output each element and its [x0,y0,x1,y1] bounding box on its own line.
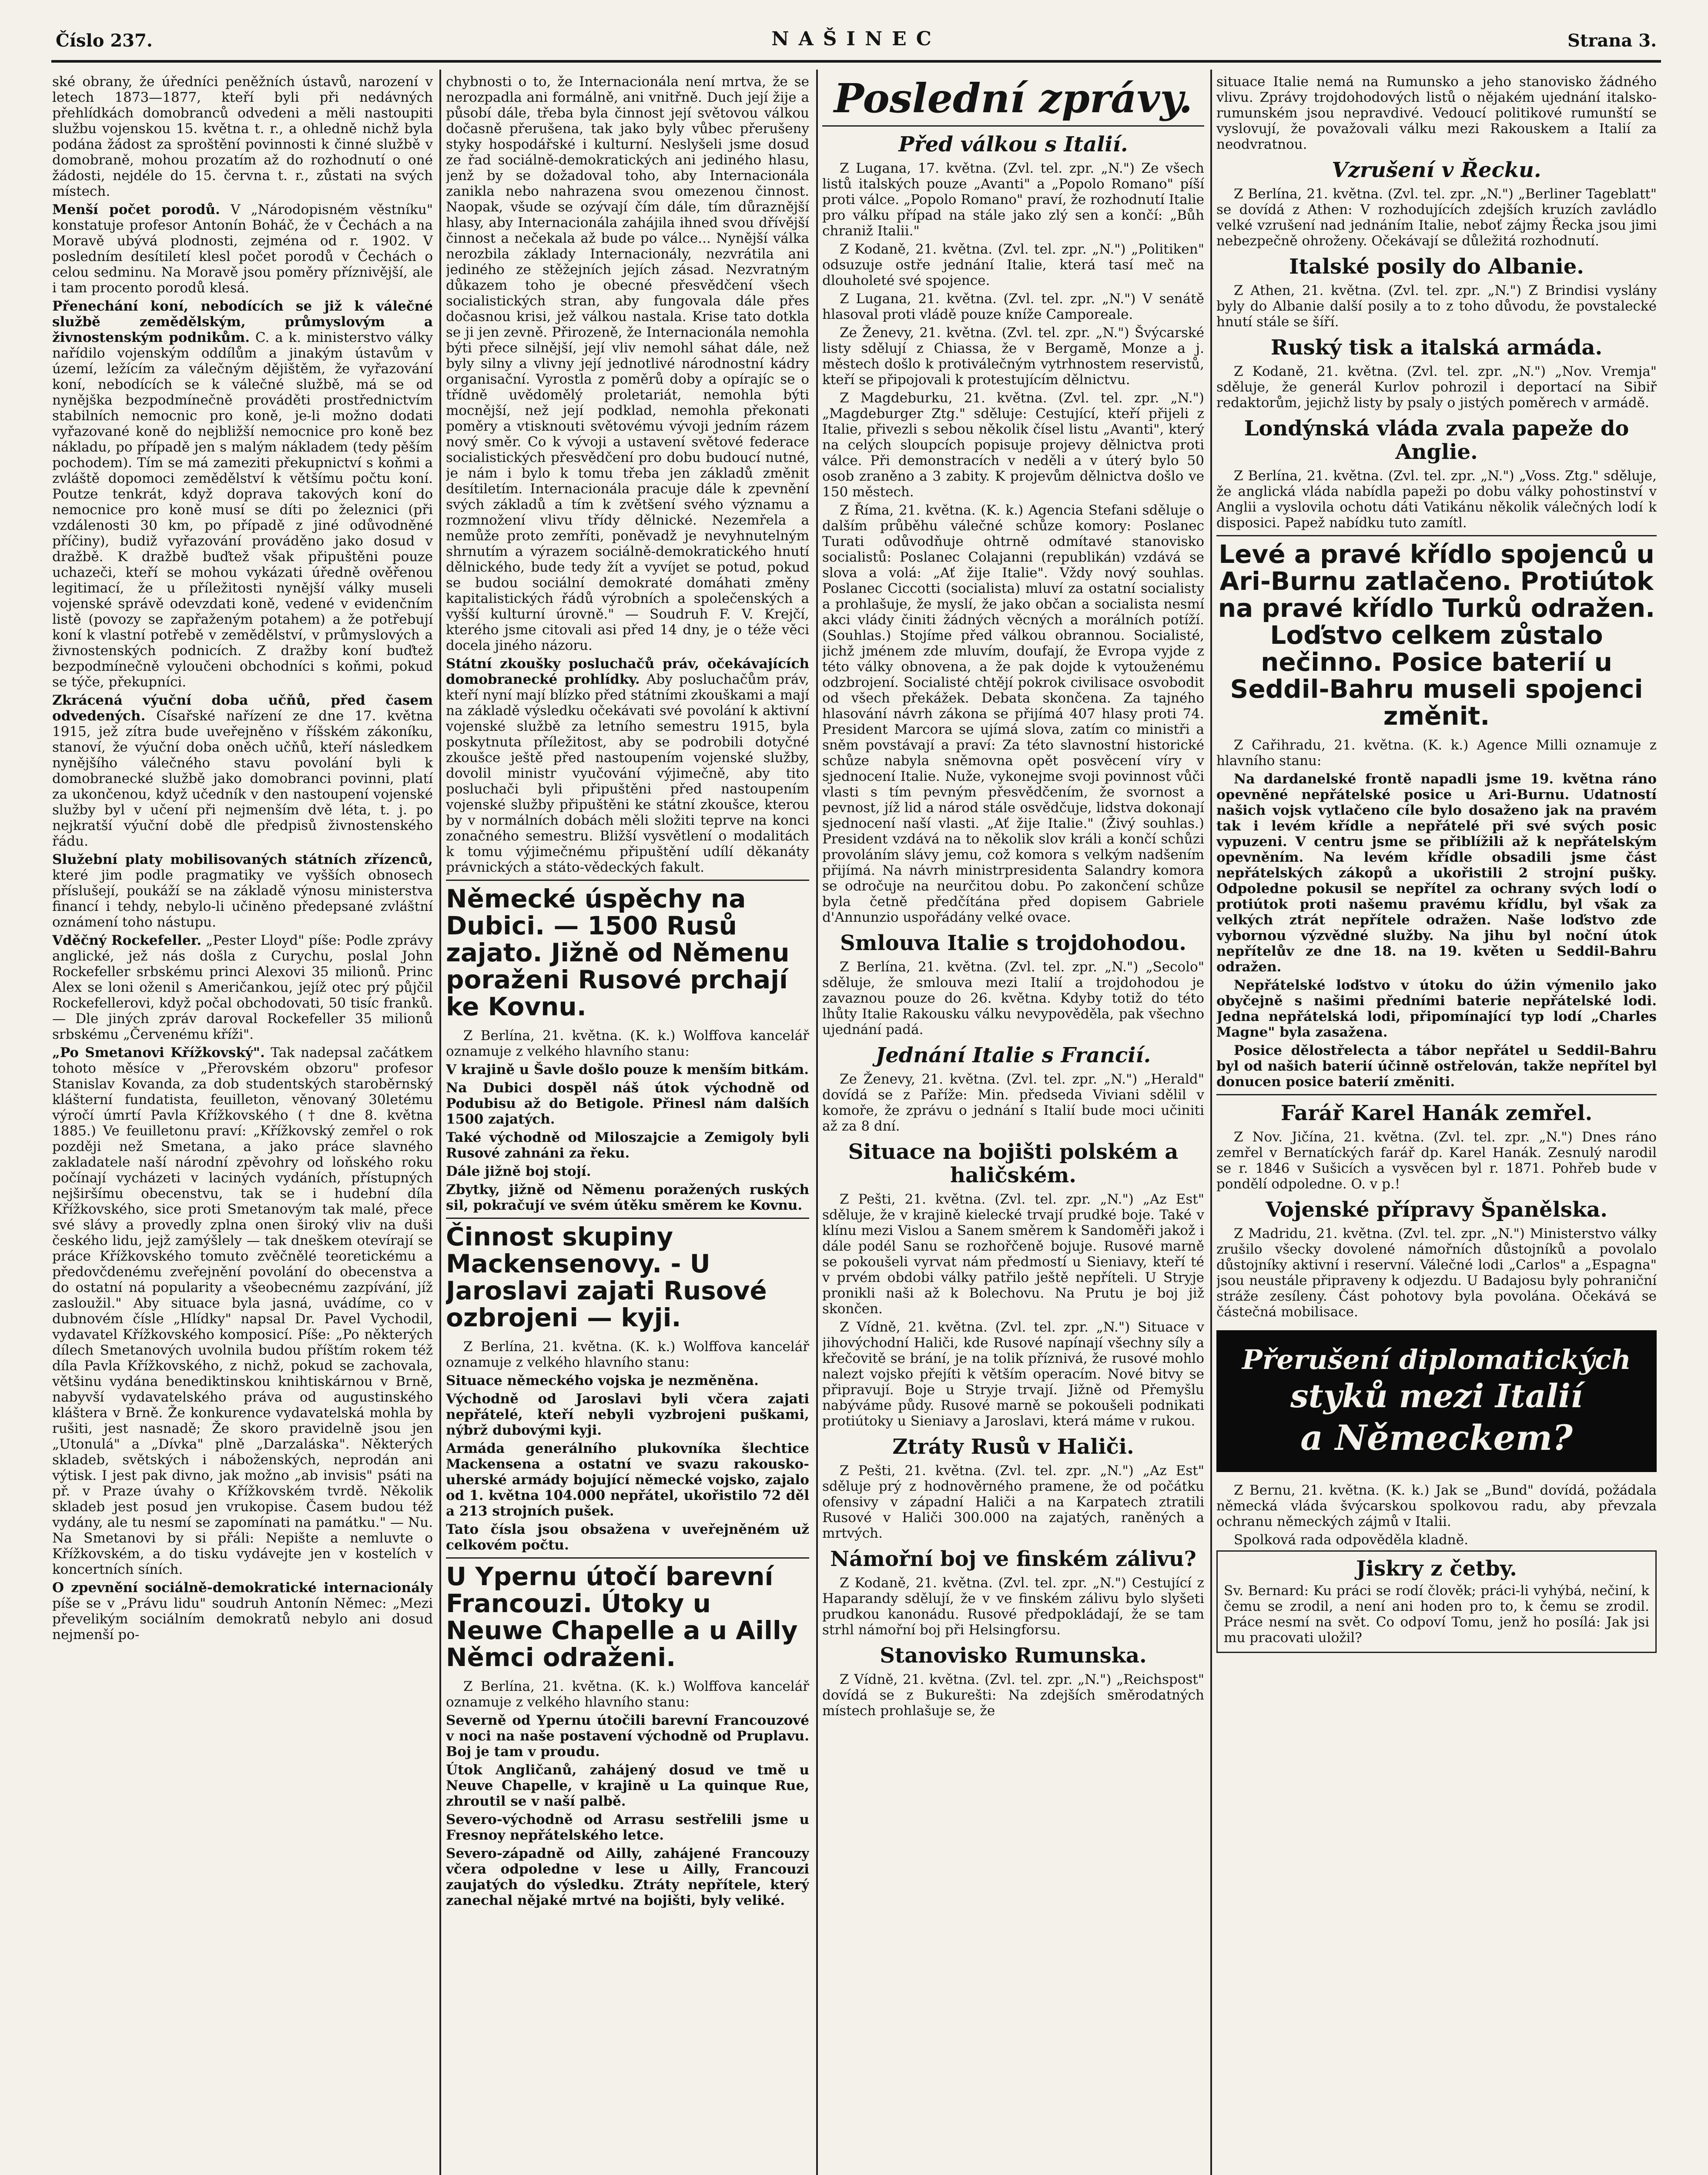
article-paragraph: Zkrácená výuční doba učňů, před časem odvedených. Císařské nařízení ze dne 17. května 1915, jež zítra bude uveřejněno v říšském zákoníku, stanoví, že výuční doba oněch učňů, kteří následkem nynějšího válečného stavu povolání byli k domobranecké službě jako domobranci povinni, platí za ukončenou, když učedník v den nastoupení vojenské služby byl v učení při nejmenším dvě léta, t. j. po nejkratší výuční době dle předpisů živnostenského řádu. [52,693,433,849]
dateline: Z Berlína, 21. května. (K. k.) Wolffova kancelář oznamuje z velkého hlavního stanu: [446,1028,809,1059]
news-paragraph: Nepřátelské loďstvo v útoku do úžin výmenilo jako obyčejně s našimi předními baterie nepřátelské lodi. Jedna nepřátelská lodi, připomínající typ lodí „Charles Magne" byla zasažena. [1216,977,1657,1040]
news-paragraph: Východně od Jaroslavi byli včera zajati nepřátelé, kteří nebyli vyzbrojeni puškami, nýbrž dubovými kyji. [446,1391,809,1438]
news-paragraph: Také východně od Miloszajcie a Zemigoly byli Rusové zahnáni za řeku. [446,1130,809,1161]
news-paragraph: situace Italie nemá na Rumunsko a jeho stanovisko žádného vlivu. Zprávy trojdohodových listů o nějakém ujednání italsko-rumunském jsou nepravdivé. Vedoucí politikové rumunští se vyslovují, že považovali válku mezi Rakouskem a Italií za neodvratnou. [1216,74,1657,152]
news-paragraph: Severně od Ypernu útočili barevní Francouzové v noci na naše postavení východně od Pruplavu. Boj je tam v proudu. [446,1713,809,1760]
news-paragraph: Z Berlína, 21. května. (Zvl. tel. zpr. „N.") „Berliner Tageblatt" se dovídá z Athen: V rozhodujících zdejších kruzích zavládlo velké vzrušení nad jednáním Italie, neboť zájmy Řecka jsou jimi nebezpečně ohroženy. Očekávají se důležitá rozhodnutí. [1216,186,1657,249]
news-paragraph: Z Lugana, 21. května. (Zvl. tel. zpr. „N.") V senátě hlasoval proti vládě pouze kníže Camporeale. [822,291,1204,322]
section-heading: Londýnská vláda zvala papeže do Anglie. [1244,416,1629,464]
newspaper-title: NAŠINEC [771,28,941,50]
news-paragraph: Z Vídně, 21. května. (Zvl. tel. zpr. „N.") „Reichspost" dovídá se z Bukurešti: Na zdejších směrodatných místech prohlašuje se, že [822,1672,1204,1719]
news-paragraph: Armáda generálního plukovníka šlechtice Mackensena a ostatní ve svazu rakousko-uherské armády bojující německé vojsko, zajalo od 1. května 104.000 nepřátel, ukořistilo 72 děl a 213 strojních pušek. [446,1441,809,1519]
quote-paragraph: Sv. Bernard: Ku práci se rodí člověk; práci-li vyhýbá, nečiní, k čemu se zrodil, a není ani hoden pro to, k čemu se zrodil. Práce nesmí na svět. Co odpoví Tomu, jenž ho posílá: Jak jsi mu pracovati uložil? [1224,1583,1649,1646]
article-paragraph: Menší počet porodů. V „Národopisném věstníku" konstatuje profesor Antonín Boháč, že v Čechách a na Moravě ubývá plodnosti, zejména od r. 1902. V posledním desítiletí klesl počet porodů v Čechách o celou sedminu. Na Moravě jsou poměry příznivější, ale i tam procento porodů klesá. [52,202,433,296]
news-paragraph: Z Kodaně, 21. května. (Zvl. tel. zpr. „N.") „Nov. Vremja" sděluje, že generál Kurlov pohrozil i deportací na Sibiř redaktorům, jejichž listy by psaly o jistých poměrech v armádě. [1216,364,1657,411]
banner-line: Přerušení diplomatických [1242,1344,1631,1375]
news-paragraph: Z Pešti, 21. května. (Zvl. tel. zpr. „N.") „Az Est" sděluje prý z hodnověrného pramene, že od počátku ofensivy v západní Haliči a na Karpatech ztratili Rusové v Haliči 300.000 na zajatých, raněných a mrtvých. [822,1463,1204,1541]
section-heading: Farář Karel Hanák zemřel. [1280,1101,1593,1125]
headline-banner [1216,1330,1657,1472]
news-paragraph: Z Berlína, 21. května. (Zvl. tel. zpr. „N.") „Voss. Ztg." sděluje, že anglická vláda nabídla papeži po dobu války pohostinství v Anglii a vyslovila ochotu dáti Vatikánu několik válečných lodí k disposici. Papež nabídku tuto zamítl. [1216,468,1657,531]
news-paragraph: Z Bernu, 21. května. (K. k.) Jak se „Bund" dovídá, požádala německá vláda švýcarskou spolkovou radu, aby převzala ochranu německých zájmů v Italii. [1216,1482,1657,1529]
news-paragraph: Posice dělostřelecta a tábor nepřátel u Seddil-Bahru byl od našich baterií účinně ostřelován, takže nepřítel byl donucen posice baterií změniti. [1216,1043,1657,1090]
section-heading: Vzrušení v Řecku. [1332,158,1541,182]
section-heading: Italské posily do Albanie. [1289,254,1584,279]
dateline: Z Berlína, 21. května. (K. k.) Wolffova kancelář oznamuje z velkého hlavního stanu: [446,1679,809,1710]
news-paragraph: Spolková rada odpověděla kladně. [1234,1532,1468,1548]
column-4 [1216,74,1657,2175]
news-paragraph: Z Athen, 21. května. (Zvl. tel. zpr. „N.") Z Brindisi vyslány byly do Albanie další posily a to z toho důvodu, že povstalecké hnutí stále se šíří. [1216,283,1657,330]
news-paragraph: Z Berlína, 21. května. (Zvl. tel. zpr. „N.") „Secolo" sděluje, že smlouva mezi Italií a trojdohodou je zavaznou pouze do 26. května. Kdyby totiž do této lhůty Italie Rakousku válku nevypověděla, pak všechno ujednání padá. [822,959,1204,1037]
news-paragraph: Ze Ženevy, 21. května. (Zvl. tel. zpr. „N.") Švýcarské listy sdělují z Chiassa, že v Bergamě, Monze a j. městech došlo k protiválečným vytrhnostem reservistů, kteří se připojovali k protestujícím dělnictvu. [822,325,1204,388]
article-paragraph: chybnosti o to, že Internacionála není mrtva, že se nerozpadla ani formálně, ani vnitřně. Duch její žije a působí dále, třeba byla činnost její světovou válkou dočasně přerušena, tak jako byly vůbec přerušeny styky hospodářské i kulturní. Neslyšeli jsme dosud ze řad sociálně-demokratických ani jediného hlasu, jenž by se dožadoval toho, aby Internacionála zanikla nebo nahrazena svou omezenou činnost. Naopak, všude se ozývají čím dále, tím důraznější hlasy, aby Internacionála zahájila ihned svou dřívější činnost a nečekala až bude po válce... Nynější válka nerozbila základy Internacionály, nezvrátila ani jediného ze stěžejních jejích zásad. Nezvratným důkazem toho je obecné přesvědčení všech socialistických stran, aby fungovala dále přes dočasnou krisi, jež válkou nastala. Krise tato dotkla se ji jen zevně. Přirozeně, že Internacionála nemohla býti přece silnější, její vliv nemohl sáhat dále, než byly silny a vlivny její jednotlivé národnostní kádry organisační. Vyrostla z poměrů doby a opírajíc se o třídně uvědomělý proletariát, nemohla býti mocnější, než její podklad, nemohla překonati poměry a vtisknouti světovému vývoji jedním rázem nový směr. Co k vývoji a ustavení světové federace socialistických přesvědčení pro dobu budoucí nutné, je nám i bylo k tomu třeba jen základů změnit desítiletím. Internacionála pracuje dále k zpevnění svých základů a tím k zvětšení svého významu a rozmnožení vlivu třídy dělnické. Nezemřela a nemůže proto zemříti, poněvadž je nevyhnutelným shrnutím a výrazem sociálně-demokratického hnutí dělnického, bude tedy žít a vyvíjet se potud, pokud se budou sociální demokraté domáhati změny kapitalistických řádů výrobních a společenských a vyšší kulturní úrovně." — Soudruh F. V. Krejčí, kterého jsme citovali asi před 14 dny, je o téže věci docela jiného názoru. [446,74,809,653]
column-divider [816,70,818,2175]
section-rule [822,125,1204,127]
news-paragraph: Z Kodaně, 21. května. (Zvl. tel. zpr. „N.") Cestující z Haparandy sdělují, že v ve finském zálivu bylo slyšeti prudkou kanonádu. Rusové předpokládají, že se tam strhl námořní boj při Helsingforsu. [822,1575,1204,1638]
news-paragraph: Z Říma, 21. května. (K. k.) Agencia Stefani sděluje o dalším průběhu válečné schůze komory: Poslanec Turati odůvodňuje ohtrně odmítavé stanovisko socialistů: Poslanec Colajanni (republikán) vzdává se slova a volá: „Ať žije Italie". Vždy nový souhlas. Poslanec Ciccotti (socialista) mluví za ostatní socialisty a prohlašuje, že myslí, že jako občan a socialista nesmí akci vlády činiti žádných věcných a morálních potíží. (Souhlas.) Stojíme před válkou obrannou. Socialisté, jichž jménem zde mluvím, doufají, že Evropa vyjde z této války obnovena, a že pak dojde k vytouženému odzbrojení. Socialisté chtějí pokrok civilisace osvobodit od všech překážek. Debata skončena. Za tajného hlasování návrh zákona se přijímá 407 hlasy proti 74. President Marcora se ujímá slova, zatím co ministři a sněm povstávají a praví: Za této slavnostní historické schůze nabyla sněmovna opět posvěcení víry v sjednocení Italie. Nuže, vykonejme svoji povinnost vůči vlasti s tím pevným přesvědčením, že svornost a pevnost, jíž lid a národ stále osvědčuje, lidstva dokonají sjednocení naší vlasti. „Ať žije Italie." (Živý souhlas.) President vzdává na to několik slov králi a končí schůzi provoláním slávy jemu, což komora s velkým nadšením přijímá. Na návrh ministrpresidenta Salandry komora se odročuje na neurčitou dobu. Po zakončení schůze byla četně předčítána před dopisem Gabriele d'Annunzio uspořádány velké ovace. [822,502,1204,925]
section-rule [446,1557,809,1559]
section-heading: Před válkou s Italií. [898,132,1128,157]
news-paragraph: Ze Ženevy, 21. května. (Zvl. tel. zpr. „N.") „Herald" dovídá se z Paříže: Min. předseda Viviani sdělil v komoře, že zprávu o jednání s Italií bude moci učiniti až za 8 dní. [822,1071,1204,1134]
news-paragraph: Severo-východně od Arrasu sestřelili jsme u Fresnoy nepřátelského letce. [446,1812,809,1843]
column-divider [439,70,441,2175]
column-2 [446,74,809,2175]
section-heading: Situace na bojišti polském a haličském. [848,1140,1179,1188]
news-paragraph: V krajině u Šavle došlo pouze k menším bitkám. [446,1062,809,1077]
news-paragraph: Z Magdeburku, 21. května. (Zvl. tel. zpr. „N.") „Magdeburger Ztg." sděluje: Cestující, kteří přijeli z Italie, přivezli s sebou několik čísel listu „Avanti", který na celých sloupcích popisuje projevy dělnictva proti válce. Při demonstracích v neděli a v úterý bylo 50 osob zraněno a 3 zabity. K projevům dělnictva došlo ve 150 městech. [822,390,1204,500]
news-paragraph: Z Madridu, 21. května. (Zvl. tel. zpr. „N.") Ministerstvo války zrušilo všecky dovolené námořních důstojníků a povolalo důstojníky aktivní i reservní. Válečné lodi „Carlos" a „Espagna" jsou neustále připraveny k odjezdu. U Badajosu byly pohraniční stráže zesíleny. Část pohotovy byla povolána. Očekává se částečná mobilisace. [1216,1226,1657,1320]
article-paragraph: Vděčný Rockefeller. „Pester Lloyd" píše: Podle zprávy anglické, jež nás došla z Curychu, poslal John Rockefeller srbskému princi Alexovi 35 milionů. Princ Alex se loni oženil s Američankou, jejíž otec prý půjčil Rockefellerovi, když počal obchodovati, 50 tisíc franků. — Dle jiných zpráv daroval Rockefeller 35 milionů srbskému „Červenému kříži". [52,933,433,1042]
news-paragraph: Situace německého vojska je nezměněna. [446,1373,759,1389]
news-paragraph: Severo-západně od Ailly, zahájené Francouzy včera odpoledne v lese u Ailly, Francouzi zaujatých do výsledku. Ztráty nepřítele, který zanechal nějaké mrtvé na bojišti, byly veliké. [446,1846,809,1908]
page-header [51,26,1661,61]
headline-ypern: U Ypernu útočí barevní Francouzi. Útoky u Neuwe Chapelle a u Ailly Němci odraženi. [446,1562,798,1672]
article-paragraph: „Po Smetanovi Křížkovský". Tak nadepsal začátkem tohoto měsíce v „Přerovském obzoru" profesor Stanislav Kovanda, za dob studentských staroběrnský klášterní fundatista, feuilleton, věnovaný 30letému výročí úmrtí Pavla Křížkovského († dne 8. května 1885.) Ve feuilletonu praví: „Křížkovský zemřel o rok později než Smetana, a jako práce slavného zakladatele naší národní zpěvohry od loňského roku počínají vycházeti v laciných vydáních, přístupných nejširšímu obecenstvu, tak se i hudební díla Křížkovského, sice proti Smetanovým tak malé, přece své slávy a provedly zplna onen široký vliv na duši českého lidu, jejž zamýšlely — tak dneškem otevírají se práce Křížkovského tomuto zvěčnělé teoretickému a předovčdenému zveřejnění povolání do obecenstva a do ostatní ná popularity a všeobecnému zazpívání, jíž zasloužil." Aby situace byla jasná, uvádíme, co v dubnovém čísle „Hlídky" napsal Dr. Pavel Vychodil, vydavatel Křížkovského komposicí. Píše: „Po některých dílech Smetanových uvolnila budou příštím rokem též díla Pavla Křížkovského, z nichž, pokud se zachovala, většinu vydána benediktinskou knihtiskárnou v Brně, nabyvší vydavatelského práva od augustinského kláštera v Brně. Že konkurence vydavatelská mohla by rušiti, jest nasnadě; Že skoro pravidelně jsou jen „Utonulá" a „Dívka" plně „Darzaláska". Některých skladeb, světských i náboženských, neprodán ani výtisk. I jest pak divno, jak možno „ab invisis" psáti na př. v Praze úvahy o Křížkovském tvrdě. Několik skladeb jest posud jen vrukopise. Časem budou též vydány, ale tu nesmí se zapomínati na památku." — Nu. Na Smetanovi by si přáli: Nepište a nemluvte o Křížkovském, a do tisku vydávejte jen v kostelích v koncertních síních. [52,1045,433,1577]
banner-line: styků mezi Italií [1290,1378,1583,1415]
news-paragraph: Dále jižně boj stojí. [446,1164,591,1179]
column-3 [822,74,1204,2175]
issue-number: Číslo 237. [56,30,153,51]
article-paragraph: Služební platy mobilisovaných státních zřízenců, které jim podle pragmatiky ve vyšších obnosech příslušejí, poukáží se na základě výnosu ministerstva financí i tehdy, nebylo-li učiněno předepsané zvláštní oznámení toho nástupu. [52,852,433,930]
news-paragraph: Zbytky, jižně od Němenu poražených ruských sil, pokračují ve svém útěku směrem ke Kovnu. [446,1182,809,1213]
section-heading: Ztráty Rusů v Haliči. [892,1435,1134,1459]
column-1 [52,74,433,2175]
headline-mackensen: Činnost skupiny Mackensenovy. - U Jaroslavi zajati Rusové ozbrojeni — kyji. [446,1222,767,1332]
section-heading: Stanovisko Rumunska. [880,1643,1147,1668]
dateline: Z Cařihradu, 21. května. (K. k.) Agence Milli oznamuje z hlavního stanu: [1216,737,1657,769]
headline-dubice: Německé úspěchy na Dubici. — 1500 Rusů zajato. Jižně od Němenu poraženi Rusové prchají ke Kovnu. [446,884,790,1021]
banner-line: a Německem? [1300,1417,1573,1458]
section-heading: Jiskry z četby. [1356,1556,1517,1581]
section-rule [1216,535,1657,536]
news-paragraph: Z Vídně, 21. května. (Zvl. tel. zpr. „N.") Situace v jihovýchodní Haliči, kde Rusové napínají všechny síly a křečovitě se brání, je na tolik příznivá, že rusové mohlo nalezt vojsko přejíti k větším operacím. Nové bitvy se připravují. Boje u Stryje trvají. Jižně od Přemyšlu nabýváme půdy. Rusové marně se pokoušeli podnikati protiútoky u Sieniavy a Jaroslavi, která máme v rukou. [822,1319,1204,1429]
column-divider [1210,70,1212,2175]
news-paragraph: Z Kodaně, 21. května. (Zvl. tel. zpr. „N.") „Politiken" odsuzuje ostře jednání Italie, která tasí meč na dlouholeté své spojence. [822,241,1204,288]
news-paragraph: Útok Angličanů, zahájený dosud ve tmě u Neuve Chapelle, v krajině u La quinque Rue, zhroutil se v naší palbě. [446,1762,809,1809]
article-paragraph: ské obrany, že úředníci peněžních ústavů, narození v letech 1873—1877, kteří byli při nedávných přehlídkách domobranců odvedeni a měli nastoupiti službu vojenskou 15. května t. r., a ohledně nichž byla podána žádost za sproštění povinnosti k činné službě v domobraně, mohou prozatím až do rozhodnutí o oné žádosti, nejdéle do 15. června t. r., zůstati na svých místech. [52,74,433,199]
section-heading: Smlouva Italie s trojdohodou. [840,931,1186,955]
news-paragraph: Z Lugana, 17. května. (Zvl. tel. zpr. „N.") Ze všech listů italských pouze „Avanti" a „Popolo Romano" píší proti válce. „Popolo Romano" praví, že rozhodnutí Italie pro válku případ na stále jako zlý sen a končí: „Bůh chraniž Italii." [822,161,1204,239]
article-paragraph: Státní zkoušky posluchačů práv, očekávajících domobranecké prohlídky. Aby posluchačům práv, kteří nyní mají blízko před státními zkouškami a mají na základě výsledku očekávati své povolání k aktivní vojenské službě za letního semestru 1915, byla poskytnuta příležitost, aby se podrobili dotyčné zkoušce ještě před nastoupením vojenské služby, dovolil ministr vyučování výjimečně, aby tito posluchači byli připuštěni před nastoupením vojenské služby připuštěni ke státní zkoušce, kterou by v normálních dobách měli složiti teprve na konci zonačného semestru. Bližší vysvětlení o modalitách k tomu výjimečnému připuštění udílí děkanáty právnických a státo-vědeckých fakult. [446,656,809,875]
section-heading: Vojenské přípravy Španělska. [1266,1198,1608,1222]
headline-dardanely: Levé a pravé křídlo spojenců u Ari-Burnu zatlačeno. Protiútok na pravé křídlo Turků odražen. Loďstvo celkem zůstalo nečinno. Posice baterií u Seddil-Bahru museli spojenci změnit. [1218,539,1655,731]
news-paragraph: Na Dubici dospěl náš útok východně od Podubisu až do Betigole. Přinesl nám dalších 1500 zajatých. [446,1080,809,1127]
latest-news-title: Poslední zprávy. [834,75,1193,122]
section-rule [446,1218,809,1219]
news-paragraph: Tato čísla jsou obsažena v uveřejněném už celkovém počtu. [446,1522,809,1553]
news-paragraph: Z Pešti, 21. května. (Zvl. tel. zpr. „N.") „Az Est" sděluje, že v krajině kielecké trvají prudké boje. Také v klínu mezi Vislou a Sanem směrem k Sandoměři jakož i dále podél Sanu se rozhořčeně bojuje. Rusové marně se pokoušeli vyrvat nám předmostí u Sieniavy, kteří té v prvém obdobi války patřilo ještě nepříteli. U Stryje pronikli naši až k Bolechovu. Na Prutu je boj již skončen. [822,1191,1204,1317]
section-rule [1216,1094,1657,1095]
section-rule [446,880,809,881]
page-number: Strana 3. [1567,30,1657,51]
header-rule [51,60,1661,63]
news-paragraph: Na dardanelské frontě napadli jsme 19. května ráno opevněné nepřátelské posice u Ari-Burnu. Udatností našich vojsk vytlačeno cíle bylo dosaženo jak na pravém tak i levém křídle a nepřátelé při své svých posic vypuzeni. V centru jsme se přiblížili až k nepřátelským opevněním. Na levém křídle obsadili jsme část nepřátelských zákopů a ukořistili 2 strojní pušky. Odpoledne pokusil se nepřítel za ochrany svých lodí o protiútok proti našemu pravému křídlu, byl však za velkých ztrát nepřítele odražen. Naše loďstvo zde vybornou výzvědné služby. Na jihu byl noční útok nepřítelův ze dne 18. na 19. květen u Seddil-Bahru odražen. [1216,771,1657,975]
section-heading: Námořní boj ve finském zálivu? [830,1547,1196,1571]
dateline: Z Berlína, 21. května. (K. k.) Wolffova kancelář oznamuje z velkého hlavního stanu: [446,1339,809,1370]
quotes-box [1216,1550,1657,1653]
section-heading: Ruský tisk a italská armáda. [1270,335,1603,360]
article-paragraph: Přenechání koní, nebodících se již k válečné službě zemědělským, průmyslovým a živnostenským podnikům. C. a k. ministerstvo války nařídilo vojenským oddílům a jinakým ústavům v území, ležícím za válečným dějištěm, že vyřazování koní, nebodících se k válečné službě, má se od nynějška bezpodmínečně prováděti prostřednictvím stabilních nemocnic pro koně, je-li možno dodati vyřazované koně do nejbližší nemocnice pro koně bez nákladu, po případě jen s malým nákladem (tedy pěším pochodem). Tím se má zameziti překupnictví s koňmi a zvláště dopomoci zemědělství k většímu počtu koní. Poutze tenkrát, když doprava takových koní do nemocnice pro koně musí se díti po železnici (při vzdálenosti 30 km, po případě z jiné odůvodněné příčiny), budiž vyřazování prováděno jako dosud v dražbě. K dražbě buďtež však připuštěni pouze uchazeči, kteří se mohou vykázati úředně ověřenou legitimací, že u příležitosti nynější války museli vojenské správě odevzdati koně, vedené v evidenčním listě (povozy se zapřaženým potahem) a že potřebují koní k vlastní potřebě v zemědělství, v průmyslových a živnostenských podnicích. Z dražby koní buďtež bezpodmínečně vyloučeni obchodníci s koňmi, pokud se týče, překupníci. [52,298,433,690]
section-heading: Jednání Italie s Francií. [875,1043,1151,1067]
news-paragraph: Z Nov. Jičína, 21. května. (Zvl. tel. zpr. „N.") Dnes ráno zemřel v Bernatíckých farář dp. Karel Hanák. Zesnulý narodil se r. 1846 v Sušicích a vysvěcen byl r. 1871. Pohřeb bude v pondělí odpoledne. O. v p.! [1216,1129,1657,1192]
article-paragraph: O zpevnění sociálně-demokratické internacionály píše se v „Právu lidu" soudruh Antonín Němec: „Mezi převelikým sociálním demokratů nebylo ani dosud nejmenší po- [52,1580,433,1643]
